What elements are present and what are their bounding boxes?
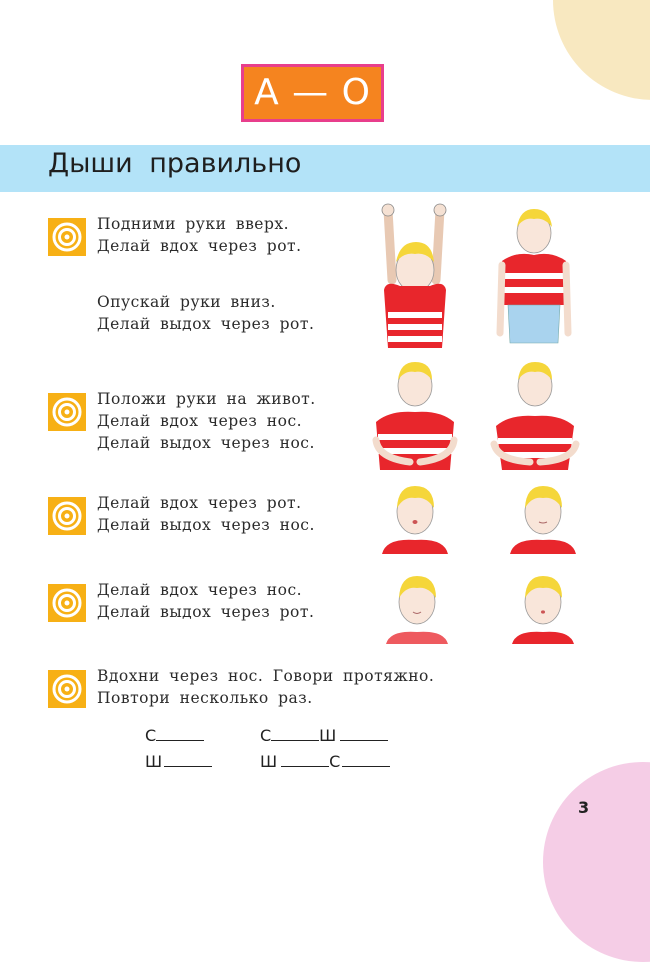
target-icon xyxy=(48,584,86,622)
writing-blank xyxy=(156,726,204,741)
letter: С xyxy=(329,752,341,771)
decorative-circle-yellow xyxy=(553,0,650,100)
text-line: Делай вдох через рот. xyxy=(97,237,302,255)
boy-arms-down-illustration xyxy=(496,205,572,345)
practice-row-1-left xyxy=(145,726,204,745)
boy-hands-on-belly-exhale-illustration xyxy=(490,358,580,476)
writing-blank xyxy=(281,752,329,767)
text-line: Делай выдох через рот. xyxy=(97,315,315,333)
boy-face-mouth-exhale-illustration xyxy=(508,572,578,644)
practice-row-2-right xyxy=(260,752,390,771)
boy-arms-raised-illustration xyxy=(370,200,460,350)
boy-face-mouth-open-illustration xyxy=(380,482,450,554)
text-line: Подними руки вверх. xyxy=(97,215,290,233)
text-line: Вдохни через нос. Говори протяжно. xyxy=(97,667,435,685)
letter: Ш xyxy=(145,752,163,771)
boy-hands-on-belly-inhale-illustration xyxy=(370,358,460,476)
letter: С xyxy=(145,726,157,745)
practice-row-2-left xyxy=(145,752,212,771)
writing-blank xyxy=(271,726,319,741)
exercise-text xyxy=(97,213,314,335)
text-line: Опускай руки вниз. xyxy=(97,293,276,311)
text-line: Делай вдох через нос. xyxy=(97,412,303,430)
target-icon xyxy=(48,218,86,256)
letter-badge: А — О xyxy=(241,64,384,122)
writing-blank xyxy=(342,752,390,767)
practice-row-1-right xyxy=(260,726,388,745)
letter: С xyxy=(260,726,272,745)
boy-face-nose-inhale-illustration xyxy=(382,572,452,644)
text-line: Делай выдох через рот. xyxy=(97,603,315,621)
text-line: Делай вдох через нос. xyxy=(97,581,303,599)
target-icon xyxy=(48,393,86,431)
exercise-text xyxy=(97,579,314,623)
writing-blank xyxy=(164,752,212,767)
boy-face-mouth-closed-illustration xyxy=(508,482,578,554)
target-icon xyxy=(48,670,86,708)
letter: Ш xyxy=(260,752,278,771)
text-line: Делай выдох через нос. xyxy=(97,434,315,452)
letter: Ш xyxy=(319,726,337,745)
text-line: Делай вдох через рот. xyxy=(97,494,302,512)
decorative-circle-pink xyxy=(543,762,650,962)
text-line: Повтори несколько раз. xyxy=(97,689,313,707)
page-title: Дыши правильно xyxy=(48,148,302,179)
writing-blank xyxy=(340,726,388,741)
page-number: 3 xyxy=(578,798,590,817)
exercise-text xyxy=(97,492,315,536)
text-line: Делай выдох через нос. xyxy=(97,516,315,534)
exercise-text xyxy=(97,388,316,454)
exercise-text xyxy=(97,665,434,709)
text-line: Положи руки на живот. xyxy=(97,390,316,408)
target-icon xyxy=(48,497,86,535)
